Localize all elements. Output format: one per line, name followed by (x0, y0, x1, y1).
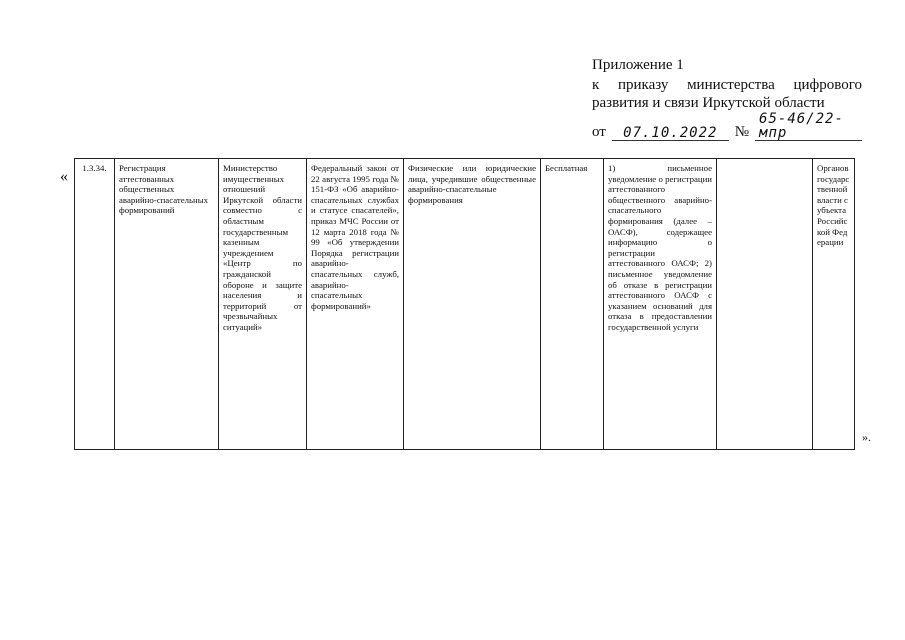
services-table (74, 158, 855, 450)
service-name: Регистрация аттестованных общественных аварийно-спасательных формирований (115, 159, 219, 450)
appendix-title: Приложение 1 (592, 57, 684, 73)
from-label: от (592, 124, 606, 140)
order-reference-line (592, 76, 862, 94)
responsible-authority: Министерство имущественных отношений Иркутской области совместно с областным государственным казенным учреждением «Центр по гражданской обороне и защите населения и территорий от чрезвычайных ситуаций» (219, 159, 307, 450)
appendix-header (592, 56, 862, 141)
order-date: 07.10.2022 (612, 126, 729, 141)
authority-level: Органов государственной власти субъекта Российской Федерации (813, 159, 855, 450)
opening-quote: « (60, 168, 68, 185)
table-row (75, 159, 855, 450)
applicants: Физические или юридические лица, учредившие общественные аварийно-спасательные формирования (404, 159, 541, 450)
fee: Бесплатная (541, 159, 604, 450)
order-number: 65-46/22-мпр (755, 112, 862, 141)
ministry-name: развития и связи Иркутской области (592, 95, 825, 111)
row-number: 1.3.34. (75, 159, 115, 450)
empty-cell (717, 159, 813, 450)
order-word: цифрового (793, 77, 862, 93)
order-date-number (592, 112, 862, 141)
order-word: министерства (687, 77, 775, 93)
order-word: приказу (617, 77, 669, 93)
closing-quote: ». (862, 430, 871, 444)
legal-basis: Федеральный закон от 22 августа 1995 года № 151-ФЗ «Об аварийно-спасательных службах и статусе спасателей», приказ МЧС России от 12 марта 2018 года № 99 «Об утверждении Порядка регистрации аварийно-спасательных служб, аварийно-спасательных формирований» (307, 159, 404, 450)
number-label: № (734, 124, 750, 140)
order-word: к (592, 77, 600, 93)
service-result: 1) письменное уведомление о регистрации аттестованного общественного аварийно-спасательного формирования (далее – ОАСФ), содержащее информацию о регистрации аттестованного ОАСФ; 2) письменное уведомление об отказе в регистрации аттестованного ОАСФ с указанием оснований для отказа в предоставлении государственной услуги (604, 159, 717, 450)
